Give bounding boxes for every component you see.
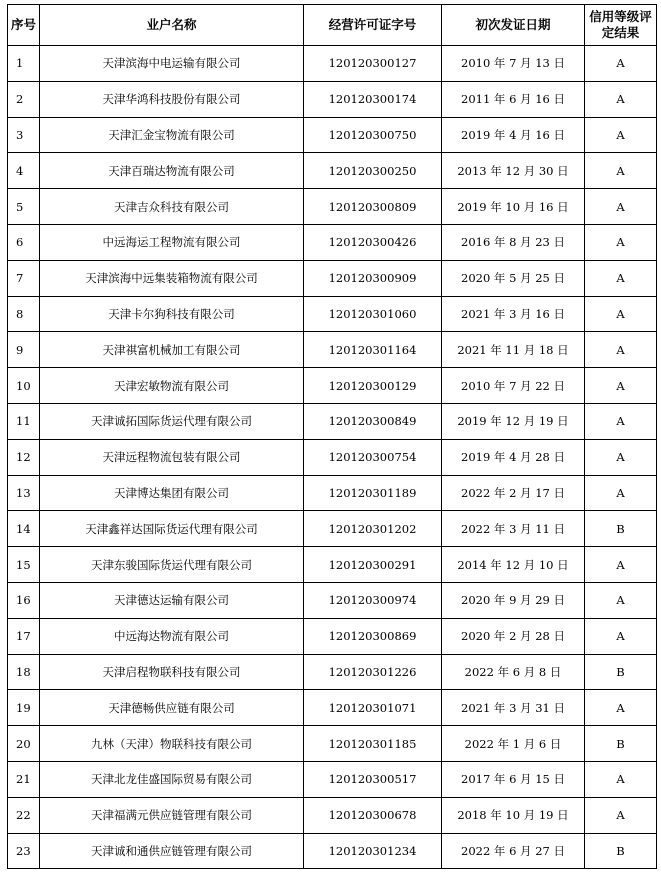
cell-no: 19 — [8, 690, 40, 726]
cell-credit-rating: A — [585, 189, 657, 225]
cell-company-name: 天津华鸿科技股份有限公司 — [40, 81, 304, 117]
table-row — [8, 726, 657, 762]
cell-no: 7 — [8, 260, 40, 296]
table-row — [8, 296, 657, 332]
header-row — [8, 5, 657, 46]
cell-issue-date: 2010 年 7 月 13 日 — [442, 46, 585, 82]
table-row — [8, 582, 657, 618]
cell-issue-date: 2022 年 6 月 27 日 — [442, 833, 585, 869]
cell-issue-date: 2016 年 8 月 23 日 — [442, 224, 585, 260]
cell-no: 18 — [8, 654, 40, 690]
cell-no: 14 — [8, 511, 40, 547]
cell-license-number: 120120300974 — [304, 582, 442, 618]
cell-company-name: 天津东骏国际货运代理有限公司 — [40, 547, 304, 583]
cell-credit-rating: A — [585, 403, 657, 439]
cell-issue-date: 2022 年 1 月 6 日 — [442, 726, 585, 762]
cell-license-number: 120120300250 — [304, 153, 442, 189]
cell-credit-rating: A — [585, 224, 657, 260]
cell-issue-date: 2021 年 3 月 31 日 — [442, 690, 585, 726]
table-row — [8, 332, 657, 368]
cell-issue-date: 2021 年 11 月 18 日 — [442, 332, 585, 368]
cell-license-number: 120120300678 — [304, 797, 442, 833]
cell-company-name: 天津诚拓国际货运代理有限公司 — [40, 403, 304, 439]
cell-company-name: 天津汇金宝物流有限公司 — [40, 117, 304, 153]
cell-license-number: 120120300809 — [304, 189, 442, 225]
cell-company-name: 天津滨海中电运输有限公司 — [40, 46, 304, 82]
credit-rating-table — [7, 4, 657, 869]
header-credit: 信用等级评定结果 — [585, 5, 657, 46]
table-row — [8, 46, 657, 82]
cell-issue-date: 2022 年 2 月 17 日 — [442, 475, 585, 511]
cell-credit-rating: A — [585, 260, 657, 296]
cell-license-number: 120120300426 — [304, 224, 442, 260]
cell-company-name: 天津卡尔狗科技有限公司 — [40, 296, 304, 332]
cell-no: 16 — [8, 582, 40, 618]
cell-no: 6 — [8, 224, 40, 260]
cell-company-name: 天津祺富机械加工有限公司 — [40, 332, 304, 368]
table-row — [8, 189, 657, 225]
cell-company-name: 天津诚和通供应链管理有限公司 — [40, 833, 304, 869]
cell-credit-rating: B — [585, 654, 657, 690]
cell-no: 15 — [8, 547, 40, 583]
cell-credit-rating: A — [585, 761, 657, 797]
cell-no: 1 — [8, 46, 40, 82]
cell-issue-date: 2020 年 5 月 25 日 — [442, 260, 585, 296]
table-row — [8, 690, 657, 726]
header-name: 业户名称 — [40, 5, 304, 46]
cell-credit-rating: B — [585, 511, 657, 547]
table-row — [8, 833, 657, 869]
cell-company-name: 天津福满元供应链管理有限公司 — [40, 797, 304, 833]
table-row — [8, 260, 657, 296]
cell-credit-rating: A — [585, 46, 657, 82]
cell-company-name: 中远海达物流有限公司 — [40, 618, 304, 654]
cell-license-number: 120120301202 — [304, 511, 442, 547]
cell-company-name: 天津北龙佳盛国际贸易有限公司 — [40, 761, 304, 797]
cell-no: 13 — [8, 475, 40, 511]
table-row — [8, 797, 657, 833]
cell-issue-date: 2020 年 9 月 29 日 — [442, 582, 585, 618]
cell-company-name: 天津宏敏物流有限公司 — [40, 368, 304, 404]
cell-issue-date: 2021 年 3 月 16 日 — [442, 296, 585, 332]
cell-no: 20 — [8, 726, 40, 762]
table-row — [8, 761, 657, 797]
cell-license-number: 120120300127 — [304, 46, 442, 82]
table-row — [8, 654, 657, 690]
cell-license-number: 120120300750 — [304, 117, 442, 153]
cell-no: 12 — [8, 439, 40, 475]
cell-no: 9 — [8, 332, 40, 368]
table-row — [8, 117, 657, 153]
cell-license-number: 120120301060 — [304, 296, 442, 332]
cell-issue-date: 2018 年 10 月 19 日 — [442, 797, 585, 833]
cell-no: 2 — [8, 81, 40, 117]
table-body — [8, 46, 657, 869]
cell-no: 21 — [8, 761, 40, 797]
cell-credit-rating: A — [585, 296, 657, 332]
cell-company-name: 天津鑫祥达国际货运代理有限公司 — [40, 511, 304, 547]
cell-license-number: 120120300869 — [304, 618, 442, 654]
cell-credit-rating: A — [585, 690, 657, 726]
cell-credit-rating: A — [585, 368, 657, 404]
cell-license-number: 120120301071 — [304, 690, 442, 726]
cell-no: 8 — [8, 296, 40, 332]
cell-company-name: 天津远程物流包装有限公司 — [40, 439, 304, 475]
cell-credit-rating: A — [585, 81, 657, 117]
table-row — [8, 547, 657, 583]
cell-company-name: 天津百瑞达物流有限公司 — [40, 153, 304, 189]
cell-license-number: 120120300129 — [304, 368, 442, 404]
cell-no: 23 — [8, 833, 40, 869]
cell-credit-rating: B — [585, 726, 657, 762]
cell-license-number: 120120300849 — [304, 403, 442, 439]
cell-issue-date: 2019 年 12 月 19 日 — [442, 403, 585, 439]
cell-credit-rating: A — [585, 439, 657, 475]
cell-no: 3 — [8, 117, 40, 153]
table-row — [8, 439, 657, 475]
cell-issue-date: 2017 年 6 月 15 日 — [442, 761, 585, 797]
cell-credit-rating: B — [585, 833, 657, 869]
cell-no: 10 — [8, 368, 40, 404]
cell-credit-rating: A — [585, 332, 657, 368]
cell-license-number: 120120301185 — [304, 726, 442, 762]
cell-issue-date: 2010 年 7 月 22 日 — [442, 368, 585, 404]
cell-company-name: 天津吉众科技有限公司 — [40, 189, 304, 225]
cell-company-name: 天津博达集团有限公司 — [40, 475, 304, 511]
cell-issue-date: 2019 年 4 月 16 日 — [442, 117, 585, 153]
cell-credit-rating: A — [585, 475, 657, 511]
cell-license-number: 120120301189 — [304, 475, 442, 511]
cell-credit-rating: A — [585, 117, 657, 153]
cell-company-name: 天津德达运输有限公司 — [40, 582, 304, 618]
cell-issue-date: 2022 年 3 月 11 日 — [442, 511, 585, 547]
cell-company-name: 天津德畅供应链有限公司 — [40, 690, 304, 726]
cell-issue-date: 2019 年 10 月 16 日 — [442, 189, 585, 225]
cell-company-name: 九林（天津）物联科技有限公司 — [40, 726, 304, 762]
cell-no: 17 — [8, 618, 40, 654]
table-row — [8, 81, 657, 117]
cell-company-name: 天津启程物联科技有限公司 — [40, 654, 304, 690]
cell-license-number: 120120301164 — [304, 332, 442, 368]
cell-license-number: 120120300174 — [304, 81, 442, 117]
cell-issue-date: 2020 年 2 月 28 日 — [442, 618, 585, 654]
table-row — [8, 153, 657, 189]
cell-credit-rating: A — [585, 547, 657, 583]
cell-credit-rating: A — [585, 582, 657, 618]
cell-license-number: 120120300291 — [304, 547, 442, 583]
cell-company-name: 中远海运工程物流有限公司 — [40, 224, 304, 260]
cell-credit-rating: A — [585, 153, 657, 189]
table-row — [8, 368, 657, 404]
cell-no: 4 — [8, 153, 40, 189]
header-license: 经营许可证字号 — [304, 5, 442, 46]
cell-issue-date: 2011 年 6 月 16 日 — [442, 81, 585, 117]
cell-no: 5 — [8, 189, 40, 225]
cell-license-number: 120120300754 — [304, 439, 442, 475]
cell-company-name: 天津滨海中远集装箱物流有限公司 — [40, 260, 304, 296]
table-row — [8, 618, 657, 654]
cell-license-number: 120120300517 — [304, 761, 442, 797]
cell-credit-rating: A — [585, 618, 657, 654]
cell-no: 11 — [8, 403, 40, 439]
cell-license-number: 120120301226 — [304, 654, 442, 690]
header-date: 初次发证日期 — [442, 5, 585, 46]
table-row — [8, 403, 657, 439]
cell-issue-date: 2014 年 12 月 10 日 — [442, 547, 585, 583]
cell-issue-date: 2019 年 4 月 28 日 — [442, 439, 585, 475]
cell-no: 22 — [8, 797, 40, 833]
header-no: 序号 — [8, 5, 40, 46]
cell-issue-date: 2013 年 12 月 30 日 — [442, 153, 585, 189]
cell-credit-rating: A — [585, 797, 657, 833]
table-row — [8, 475, 657, 511]
table-row — [8, 224, 657, 260]
table-row — [8, 511, 657, 547]
cell-license-number: 120120300909 — [304, 260, 442, 296]
cell-license-number: 120120301234 — [304, 833, 442, 869]
cell-issue-date: 2022 年 6 月 8 日 — [442, 654, 585, 690]
